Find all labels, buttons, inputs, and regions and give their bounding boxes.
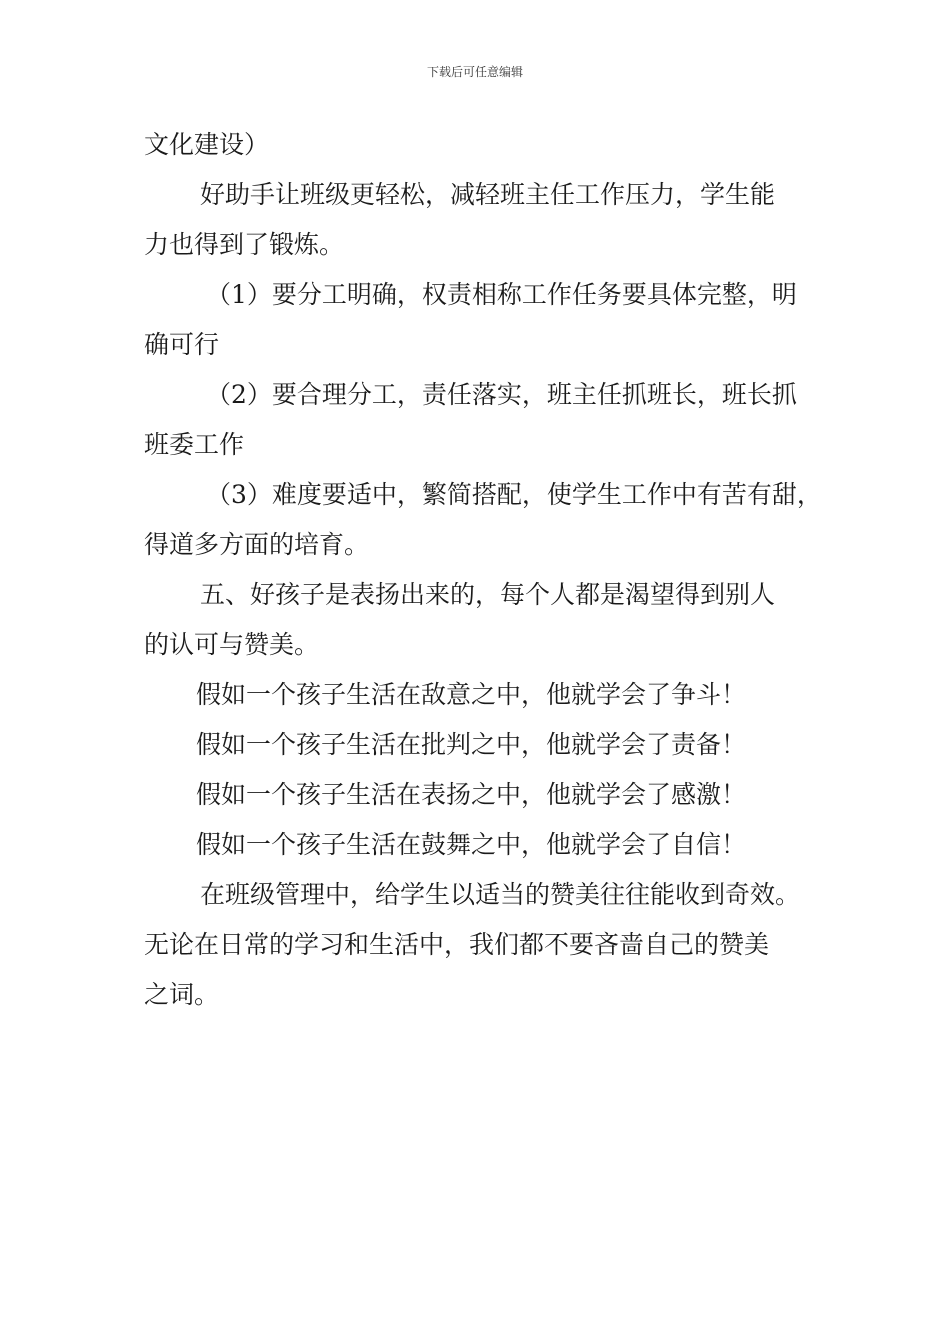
text-line: 力也得到了锻炼。 bbox=[144, 230, 345, 259]
text-line: 确可行 bbox=[144, 330, 220, 359]
text-line: 之词。 bbox=[144, 980, 220, 1009]
text-line: 文化建设） bbox=[144, 130, 270, 159]
text-line: 无论在日常的学习和生活中，我们都不要吝啬自己的赞美 bbox=[144, 930, 770, 959]
poem-line-2: 假如一个孩子生活在批判之中，他就学会了责备！ bbox=[196, 730, 747, 759]
section-heading-five: 五、好孩子是表扬出来的，每个人都是渴望得到别人 bbox=[200, 580, 776, 609]
list-item-3: （3）难度要适中，繁简搭配，使学生工作中有苦有甜， bbox=[206, 480, 822, 509]
poem-line-3: 假如一个孩子生活在表扬之中，他就学会了感激！ bbox=[196, 780, 747, 809]
paragraph-first-line: 好助手让班级更轻松，减轻班主任工作压力，学生能 bbox=[200, 180, 776, 209]
poem-line-4: 假如一个孩子生活在鼓舞之中，他就学会了自信！ bbox=[196, 830, 747, 859]
text-line: 的认可与赞美。 bbox=[144, 630, 320, 659]
poem-line-1: 假如一个孩子生活在敌意之中，他就学会了争斗！ bbox=[196, 680, 747, 709]
text-line: 班委工作 bbox=[144, 430, 245, 459]
paragraph-first-line: 在班级管理中，给学生以适当的赞美往往能收到奇效。 bbox=[200, 880, 801, 909]
list-item-2: （2）要合理分工，责任落实，班主任抓班长，班长抓 bbox=[206, 380, 797, 409]
page-header: 下载后可任意编辑 bbox=[426, 65, 523, 79]
document-body bbox=[144, 120, 824, 1020]
list-item-1: （1）要分工明确，权责相称工作任务要具体完整，明 bbox=[206, 280, 797, 309]
text-line: 得道多方面的培育。 bbox=[144, 530, 370, 559]
